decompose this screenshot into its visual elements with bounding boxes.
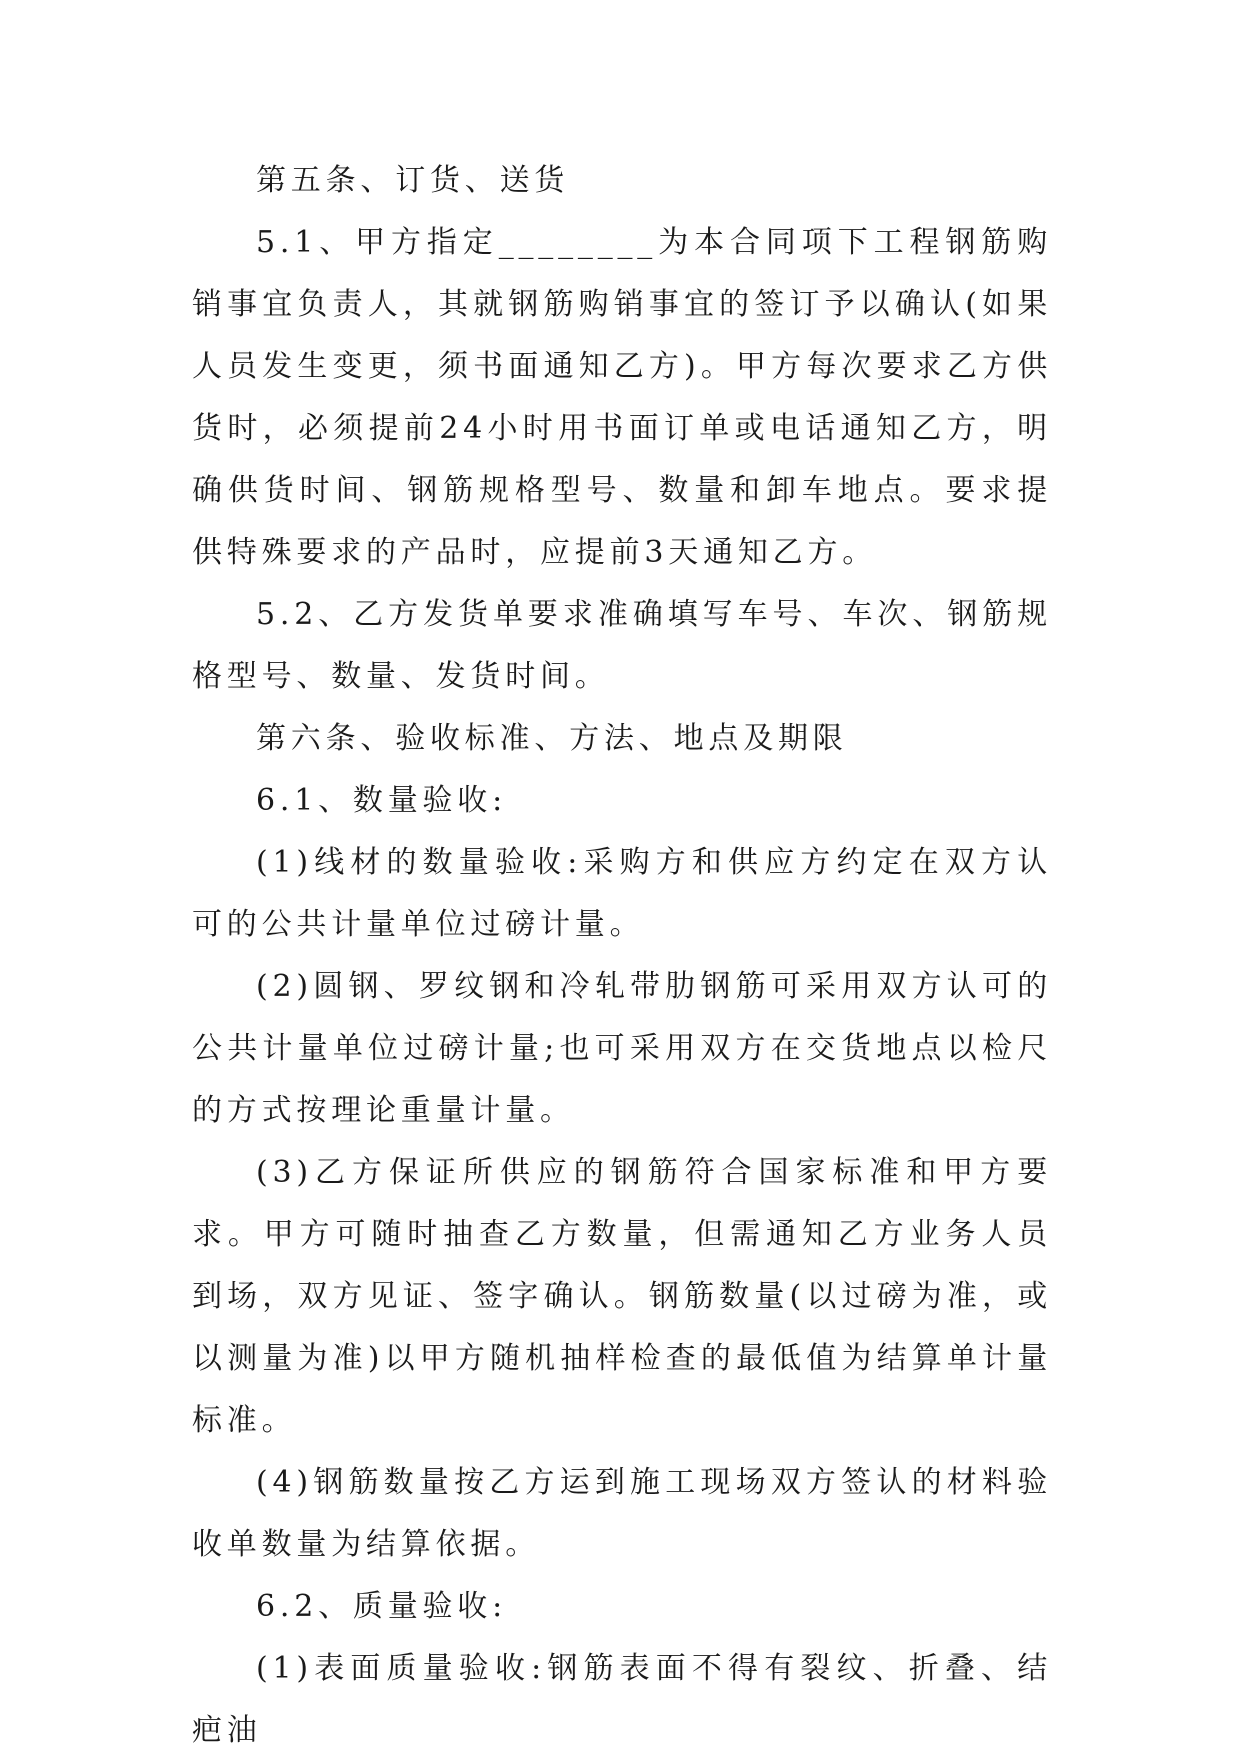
clause-5-1: 5.1、甲方指定________为本合同项下工程钢筋购销事宜负责人，其就钢筋购销事宜的签订予以确认(如果人员发生变更，须书面通知乙方)。甲方每次要求乙方供货时，必须提前24小时用书面订单或电话通知乙方，明确供货时间、钢筋规格型号、数量和卸车地点。要求提供特殊要求的产品时，应提前3天通知乙方。	[192, 225, 1052, 570]
clause-6-2-heading: 6.2、质量验收:	[256, 1589, 508, 1624]
clause-6-1-item-2: (2)圆钢、罗纹钢和冷轧带肋钢筋可采用双方认可的公共计量单位过磅计量;也可采用双方在交货地点以检尺的方式按理论重量计量。	[192, 969, 1052, 1128]
section-heading-article-6: 第六条、验收标准、方法、地点及期限	[256, 721, 848, 756]
clause-6-1-heading: 6.1、数量验收:	[256, 783, 508, 818]
clause-6-1-item-1: (1)线材的数量验收:采购方和供应方约定在双方认可的公共计量单位过磅计量。	[192, 845, 1052, 942]
clause-6-2-item-1: (1)表面质量验收:钢筋表面不得有裂纹、折叠、结疤油	[192, 1651, 1052, 1748]
clause-6-1-item-3: (3)乙方保证所供应的钢筋符合国家标准和甲方要求。甲方可随时抽查乙方数量，但需通知乙方业务人员到场，双方见证、签字确认。钢筋数量(以过磅为准，或以测量为准)以甲方随机抽样检查的最低值为结算单计量标准。	[192, 1155, 1052, 1438]
clause-6-1-item-4: (4)钢筋数量按乙方运到施工现场双方签认的材料验收单数量为结算依据。	[192, 1465, 1052, 1562]
section-heading-article-5: 第五条、订货、送货	[256, 163, 570, 198]
clause-5-2: 5.2、乙方发货单要求准确填写车号、车次、钢筋规格型号、数量、发货时间。	[192, 597, 1052, 694]
document-body	[192, 150, 1052, 1762]
